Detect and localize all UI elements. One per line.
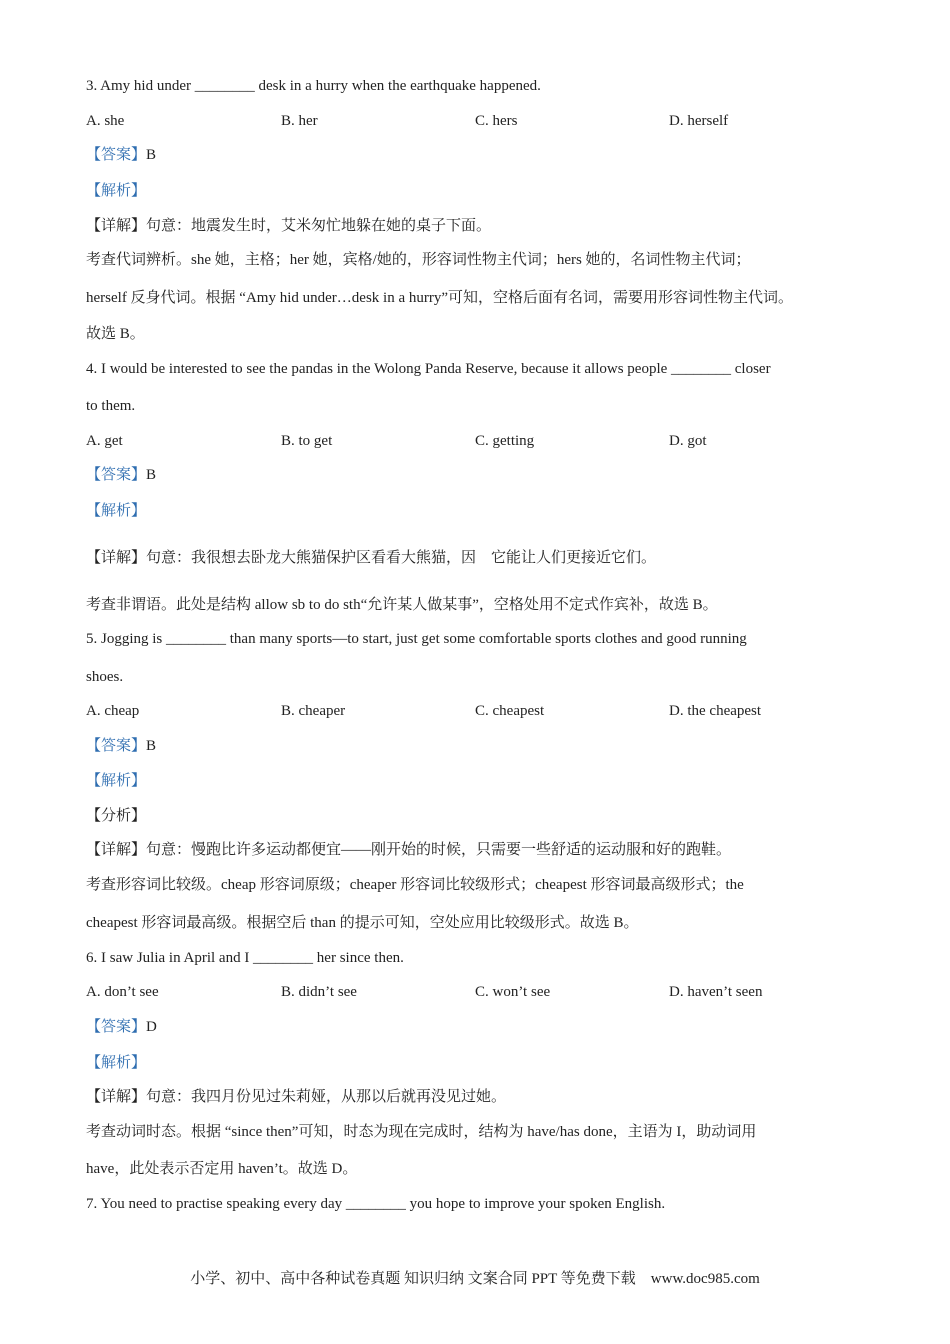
answer-value: B	[146, 738, 157, 754]
q4-answer	[86, 465, 156, 485]
q5-option-a: A. cheap	[86, 703, 140, 719]
answer-tag: 【答案】	[86, 1019, 147, 1035]
q6-explanation-line: 考查动词时态。根据 “since then”可知，时态为现在完成时，结构为 have/has done，主语为 I，助动词用	[86, 1124, 757, 1140]
q6-option-b: B. didn’t see	[281, 984, 357, 1000]
detail-tag: 【详解】	[86, 1089, 147, 1105]
q3-detail	[86, 216, 491, 236]
detail-text: 句意：我很想去卧龙大熊猫保护区看看大熊猫，因 它能让人们更接近它们。	[146, 550, 657, 566]
q6-option-d: D. haven’t seen	[669, 984, 763, 1000]
analysis-tag: 【解析】	[86, 183, 147, 199]
q4-option-c: C. getting	[475, 433, 535, 449]
q5-options	[86, 701, 886, 721]
analysis-tag: 【解析】	[86, 1055, 147, 1071]
q6-stem: 6. I saw Julia in April and I ________ her since then.	[86, 950, 404, 966]
answer-value: D	[146, 1019, 157, 1035]
q5-stem: 5. Jogging is ________ than many sports—to start, just get some comfortable sports clothes and good running	[86, 631, 747, 647]
q4-options	[86, 431, 886, 451]
q6-answer	[86, 1017, 157, 1037]
q3-option-b: B. her	[281, 113, 318, 129]
q5-explanation-line: 考查形容词比较级。cheap 形容词原级；cheaper 形容词比较级形式；cheapest 形容词最高级形式；the	[86, 877, 744, 893]
q3-options	[86, 111, 886, 131]
q3-option-a: A. she	[86, 113, 125, 129]
q6-explanation-line: have，此处表示否定用 haven’t。故选 D。	[86, 1161, 358, 1177]
q6-analysis-tag	[86, 1053, 146, 1073]
q5-fenxi-tag: 【分析】	[86, 808, 147, 824]
q6-option-a: A. don’t see	[86, 984, 159, 1000]
detail-text: 句意：我四月份见过朱莉娅，从那以后就再没见过她。	[146, 1089, 507, 1105]
q5-stem-cont: shoes.	[86, 669, 124, 685]
q3-stem: 3. Amy hid under ________ desk in a hurry when the earthquake happened.	[86, 78, 541, 94]
q5-option-b: B. cheaper	[281, 703, 346, 719]
q3-explanation-line: 考查代词辨析。she 她，主格；her 她，宾格/她的，形容词性物主代词；hers 她的，名词性物主代词；	[86, 252, 751, 268]
analysis-tag: 【解析】	[86, 773, 147, 789]
q3-option-c: C. hers	[475, 113, 518, 129]
q3-option-d: D. herself	[669, 113, 729, 129]
answer-tag: 【答案】	[86, 467, 147, 483]
q4-explanation-line: 考查非谓语。此处是结构 allow sb to do sth“允许某人做某事”，空格处用不定式作宾补，故选 B。	[86, 597, 718, 613]
q3-analysis-tag	[86, 181, 146, 201]
detail-tag: 【详解】	[86, 842, 147, 858]
q4-analysis-tag	[86, 501, 146, 521]
detail-text: 句意：地震发生时，艾米匆忙地躲在她的桌子下面。	[146, 218, 492, 234]
q5-option-d: D. the cheapest	[669, 703, 762, 719]
q6-options	[86, 982, 886, 1002]
q4-option-a: A. get	[86, 433, 123, 449]
answer-value: B	[146, 467, 157, 483]
q3-answer	[86, 145, 156, 165]
q4-detail	[86, 548, 656, 568]
q4-option-d: D. got	[669, 433, 707, 449]
q4-stem-cont: to them.	[86, 398, 136, 414]
q5-option-c: C. cheapest	[475, 703, 545, 719]
q5-answer	[86, 736, 156, 756]
q3-explanation-line: 故选 B。	[86, 326, 145, 342]
q5-explanation-line: cheapest 形容词最高级。根据空后 than 的提示可知，空处应用比较级形式。故选 B。	[86, 915, 639, 931]
answer-value: B	[146, 147, 157, 163]
q6-option-c: C. won’t see	[475, 984, 551, 1000]
page-footer: 小学、初中、高中各种试卷真题 知识归纳 文案合同 PPT 等免费下载 www.doc985.com	[190, 1271, 760, 1287]
q7-stem: 7. You need to practise speaking every day ________ you hope to improve your spoken English.	[86, 1196, 666, 1212]
q5-analysis-tag	[86, 771, 146, 791]
detail-tag: 【详解】	[86, 550, 147, 566]
answer-tag: 【答案】	[86, 147, 147, 163]
answer-tag: 【答案】	[86, 738, 147, 754]
q4-option-b: B. to get	[281, 433, 333, 449]
q4-stem: 4. I would be interested to see the pandas in the Wolong Panda Reserve, because it allows people ________ closer	[86, 361, 771, 377]
detail-tag: 【详解】	[86, 218, 147, 234]
q5-detail	[86, 840, 731, 860]
q3-explanation-line: herself 反身代词。根据 “Amy hid under…desk in a hurry”可知，空格后面有名词，需要用形容词性物主代词。	[86, 290, 794, 306]
analysis-tag: 【解析】	[86, 503, 147, 519]
detail-text: 句意：慢跑比许多运动都便宜——刚开始的时候，只需要一些舒适的运动服和好的跑鞋。	[146, 842, 732, 858]
q6-detail	[86, 1087, 506, 1107]
